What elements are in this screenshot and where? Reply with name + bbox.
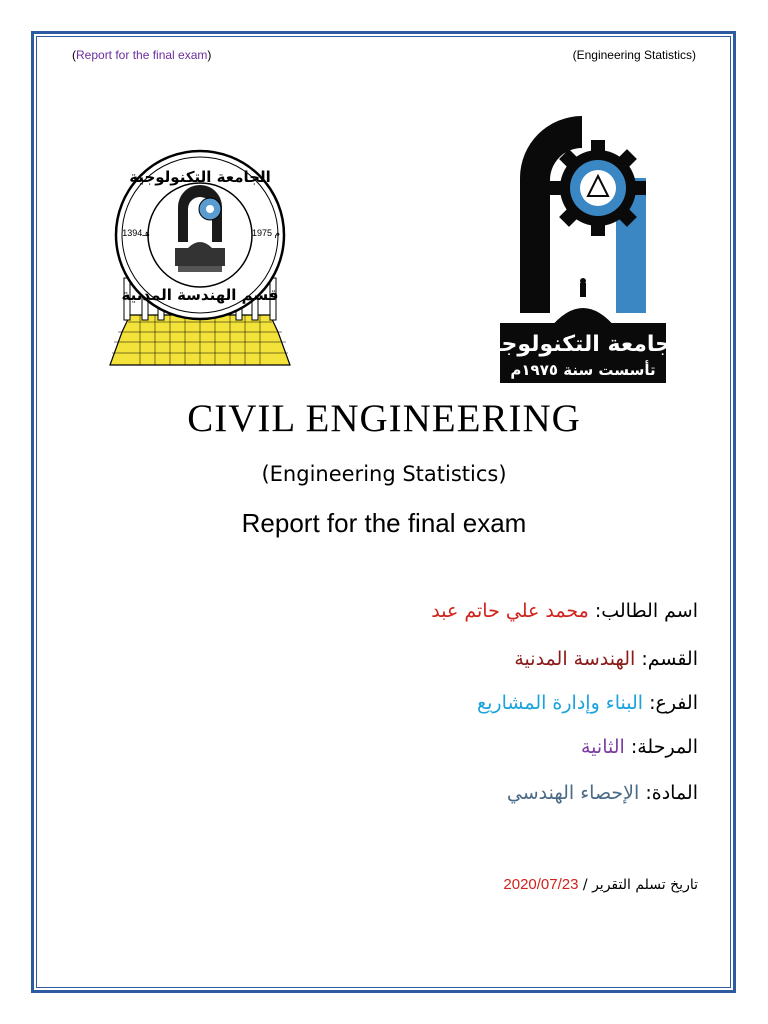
date-value: 2020/07/23 [503,876,579,893]
header-left-open: ( [72,48,76,62]
info-stage [581,736,698,758]
branch-value: البناء وإدارة المشاريع [477,692,644,714]
left-logo-year-right: م 1975 [251,228,281,238]
left-logo-year-left: 1394هـ [122,228,150,238]
student-value: محمد علي حاتم عبد [431,600,589,622]
left-logo-top-text: الجامعة التكنولوجية [129,168,271,186]
stage-value: الثانية [580,736,625,758]
date-label: تاريخ تسلم التقرير / [578,877,698,893]
report-date [503,876,698,893]
subtitle-course: (Engineering Statistics) [261,462,507,486]
info-student [431,600,698,622]
department-value: الهندسة المدنية [514,648,636,670]
subject-value: الإحصاء الهندسي [506,782,640,804]
page-title: CIVIL ENGINEERING [187,397,581,440]
civil-department-logo [100,150,300,370]
info-branch [477,692,698,714]
university-logo [479,118,687,383]
department-label: القسم: [635,648,698,670]
header-left [72,48,211,62]
student-label: اسم الطالب: [588,600,698,622]
header-left-text: Report for the final exam [76,48,208,62]
right-logo-founded: تأسست سنة ١٩٧٥م [510,361,656,379]
subject-label: المادة: [639,782,698,804]
header-left-close: ) [207,48,212,62]
info-subject [507,782,698,804]
right-logo-name: الجامعة التكنولوجية [479,332,687,357]
left-logo-bottom-text: قسم الهندسة المدنية [121,286,279,304]
header-right: (Engineering Statistics) [572,48,696,62]
subtitle-report: Report for the final exam [241,508,527,538]
branch-label: الفرع: [643,692,698,714]
stage-label: المرحلة: [624,736,698,758]
info-department [514,648,698,670]
